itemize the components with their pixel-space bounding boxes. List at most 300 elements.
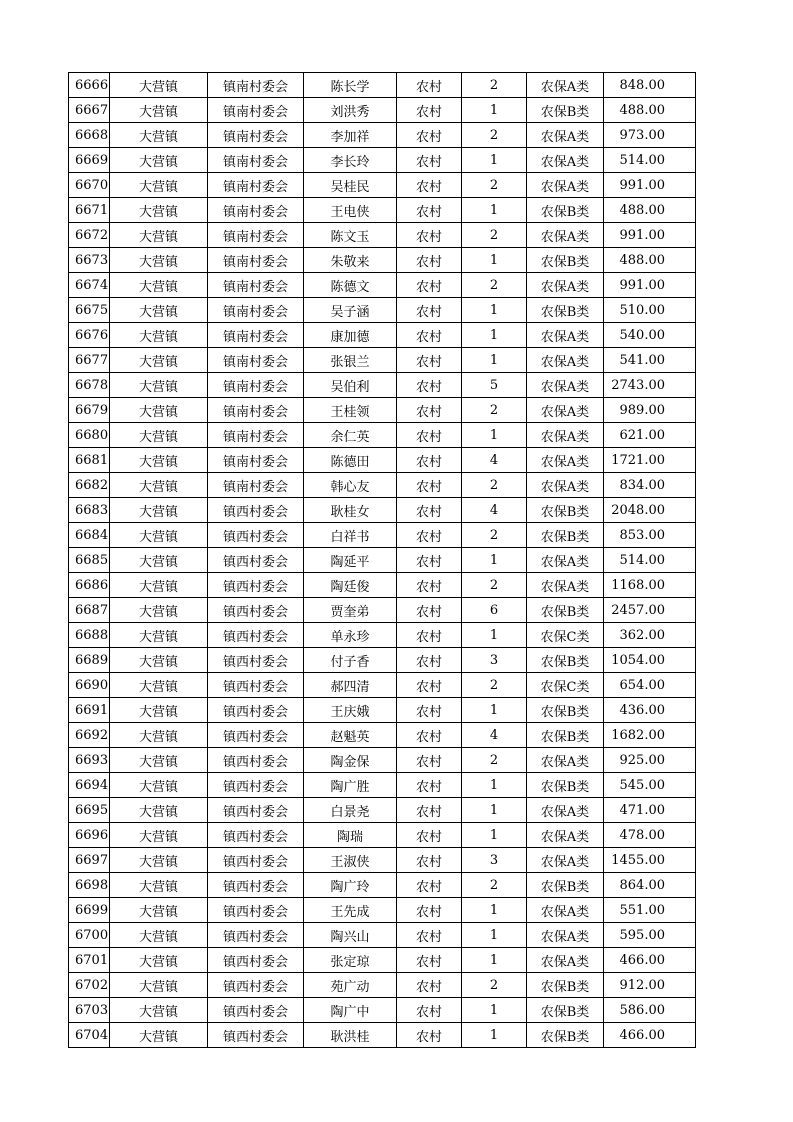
village-committee-cell: 镇西村委会 — [208, 773, 304, 798]
village-committee-cell: 镇西村委会 — [208, 973, 304, 998]
amount-cell: 1682.00 — [604, 723, 696, 748]
member-count-cell: 2 — [462, 973, 527, 998]
town-cell: 大营镇 — [110, 823, 208, 848]
name-cell: 陶延平 — [304, 548, 397, 573]
household-type-cell: 农村 — [397, 648, 462, 673]
village-committee-cell: 镇南村委会 — [208, 323, 304, 348]
household-type-cell: 农村 — [397, 373, 462, 398]
town-cell: 大营镇 — [110, 348, 208, 373]
member-count-cell: 1 — [462, 323, 527, 348]
member-count-cell: 1 — [462, 98, 527, 123]
name-cell: 李加祥 — [304, 123, 397, 148]
village-committee-cell: 镇南村委会 — [208, 248, 304, 273]
amount-cell: 436.00 — [604, 698, 696, 723]
member-count-cell: 1 — [462, 773, 527, 798]
town-cell: 大营镇 — [110, 523, 208, 548]
table-row — [69, 673, 696, 698]
record-id-cell: 6674 — [69, 273, 110, 298]
table-row — [69, 648, 696, 673]
village-committee-cell: 镇南村委会 — [208, 398, 304, 423]
town-cell: 大营镇 — [110, 73, 208, 98]
town-cell: 大营镇 — [110, 848, 208, 873]
household-type-cell: 农村 — [397, 573, 462, 598]
name-cell: 陈长学 — [304, 73, 397, 98]
table-row — [69, 598, 696, 623]
record-id-cell: 6673 — [69, 248, 110, 273]
household-type-cell: 农村 — [397, 998, 462, 1023]
member-count-cell: 2 — [462, 73, 527, 98]
member-count-cell: 2 — [462, 473, 527, 498]
member-count-cell: 2 — [462, 523, 527, 548]
village-committee-cell: 镇南村委会 — [208, 73, 304, 98]
name-cell: 吴伯利 — [304, 373, 397, 398]
member-count-cell: 1 — [462, 998, 527, 1023]
table-row — [69, 998, 696, 1023]
insurance-category-cell: 农保B类 — [527, 873, 604, 898]
record-id-cell: 6686 — [69, 573, 110, 598]
amount-cell: 2457.00 — [604, 598, 696, 623]
town-cell: 大营镇 — [110, 773, 208, 798]
name-cell: 郝四清 — [304, 673, 397, 698]
name-cell: 陶兴山 — [304, 923, 397, 948]
amount-cell: 848.00 — [604, 73, 696, 98]
member-count-cell: 1 — [462, 548, 527, 573]
table-row — [69, 548, 696, 573]
table-row — [69, 223, 696, 248]
amount-cell: 1455.00 — [604, 848, 696, 873]
town-cell: 大营镇 — [110, 198, 208, 223]
table-row — [69, 173, 696, 198]
member-count-cell: 4 — [462, 498, 527, 523]
amount-cell: 991.00 — [604, 223, 696, 248]
village-committee-cell: 镇南村委会 — [208, 298, 304, 323]
household-type-cell: 农村 — [397, 598, 462, 623]
amount-cell: 912.00 — [604, 973, 696, 998]
village-committee-cell: 镇西村委会 — [208, 523, 304, 548]
town-cell: 大营镇 — [110, 748, 208, 773]
name-cell: 陶廷俊 — [304, 573, 397, 598]
amount-cell: 1054.00 — [604, 648, 696, 673]
name-cell: 陶金保 — [304, 748, 397, 773]
insurance-category-cell: 农保A类 — [527, 948, 604, 973]
village-committee-cell: 镇南村委会 — [208, 473, 304, 498]
name-cell: 王电侠 — [304, 198, 397, 223]
table-row — [69, 98, 696, 123]
table-row — [69, 148, 696, 173]
insurance-category-cell: 农保C类 — [527, 623, 604, 648]
amount-cell: 471.00 — [604, 798, 696, 823]
village-committee-cell: 镇西村委会 — [208, 723, 304, 748]
insurance-category-cell: 农保B类 — [527, 723, 604, 748]
record-id-cell: 6666 — [69, 73, 110, 98]
record-id-cell: 6681 — [69, 448, 110, 473]
member-count-cell: 2 — [462, 173, 527, 198]
table-body — [69, 73, 696, 1048]
member-count-cell: 2 — [462, 573, 527, 598]
name-cell: 单永珍 — [304, 623, 397, 648]
record-id-cell: 6693 — [69, 748, 110, 773]
name-cell: 张银兰 — [304, 348, 397, 373]
amount-cell: 514.00 — [604, 548, 696, 573]
table-row — [69, 698, 696, 723]
household-type-cell: 农村 — [397, 98, 462, 123]
household-type-cell: 农村 — [397, 498, 462, 523]
member-count-cell: 2 — [462, 673, 527, 698]
village-committee-cell: 镇西村委会 — [208, 873, 304, 898]
amount-cell: 989.00 — [604, 398, 696, 423]
insurance-category-cell: 农保A类 — [527, 173, 604, 198]
table-row — [69, 798, 696, 823]
household-type-cell: 农村 — [397, 473, 462, 498]
amount-cell: 973.00 — [604, 123, 696, 148]
insurance-category-cell: 农保B类 — [527, 1023, 604, 1048]
name-cell: 王庆娥 — [304, 698, 397, 723]
insurance-category-cell: 农保A类 — [527, 148, 604, 173]
insurance-category-cell: 农保B类 — [527, 648, 604, 673]
table-row — [69, 923, 696, 948]
amount-cell: 466.00 — [604, 1023, 696, 1048]
name-cell: 王先成 — [304, 898, 397, 923]
member-count-cell: 1 — [462, 248, 527, 273]
household-type-cell: 农村 — [397, 673, 462, 698]
name-cell: 陶广胜 — [304, 773, 397, 798]
record-id-cell: 6692 — [69, 723, 110, 748]
household-type-cell: 农村 — [397, 248, 462, 273]
town-cell: 大营镇 — [110, 873, 208, 898]
village-committee-cell: 镇西村委会 — [208, 948, 304, 973]
member-count-cell: 1 — [462, 423, 527, 448]
record-id-cell: 6683 — [69, 498, 110, 523]
member-count-cell: 2 — [462, 748, 527, 773]
name-cell: 付子香 — [304, 648, 397, 673]
table-row — [69, 623, 696, 648]
table-row — [69, 248, 696, 273]
village-committee-cell: 镇西村委会 — [208, 673, 304, 698]
household-type-cell: 农村 — [397, 948, 462, 973]
record-id-cell: 6671 — [69, 198, 110, 223]
household-type-cell: 农村 — [397, 398, 462, 423]
village-committee-cell: 镇西村委会 — [208, 848, 304, 873]
table-row — [69, 823, 696, 848]
village-committee-cell: 镇西村委会 — [208, 698, 304, 723]
name-cell: 苑广动 — [304, 973, 397, 998]
table-row — [69, 273, 696, 298]
town-cell: 大营镇 — [110, 573, 208, 598]
member-count-cell: 2 — [462, 123, 527, 148]
table-row — [69, 448, 696, 473]
amount-cell: 545.00 — [604, 773, 696, 798]
record-id-cell: 6680 — [69, 423, 110, 448]
town-cell: 大营镇 — [110, 473, 208, 498]
name-cell: 朱敬来 — [304, 248, 397, 273]
insurance-category-cell: 农保A类 — [527, 823, 604, 848]
record-id-cell: 6684 — [69, 523, 110, 548]
household-type-cell: 农村 — [397, 198, 462, 223]
household-type-cell: 农村 — [397, 1023, 462, 1048]
insurance-category-cell: 农保B类 — [527, 973, 604, 998]
household-type-cell: 农村 — [397, 623, 462, 648]
household-type-cell: 农村 — [397, 148, 462, 173]
town-cell: 大营镇 — [110, 148, 208, 173]
insurance-category-cell: 农保A类 — [527, 898, 604, 923]
name-cell: 陶广玲 — [304, 873, 397, 898]
record-id-cell: 6691 — [69, 698, 110, 723]
household-type-cell: 农村 — [397, 823, 462, 848]
household-type-cell: 农村 — [397, 973, 462, 998]
amount-cell: 991.00 — [604, 173, 696, 198]
insurance-category-cell: 农保B类 — [527, 298, 604, 323]
record-id-cell: 6667 — [69, 98, 110, 123]
household-type-cell: 农村 — [397, 123, 462, 148]
record-id-cell: 6682 — [69, 473, 110, 498]
household-type-cell: 农村 — [397, 798, 462, 823]
town-cell: 大营镇 — [110, 698, 208, 723]
insurance-category-cell: 农保C类 — [527, 673, 604, 698]
insurance-category-cell: 农保A类 — [527, 273, 604, 298]
name-cell: 陶瑞 — [304, 823, 397, 848]
village-committee-cell: 镇西村委会 — [208, 823, 304, 848]
record-id-cell: 6676 — [69, 323, 110, 348]
town-cell: 大营镇 — [110, 973, 208, 998]
household-type-cell: 农村 — [397, 323, 462, 348]
amount-cell: 586.00 — [604, 998, 696, 1023]
name-cell: 康加德 — [304, 323, 397, 348]
village-committee-cell: 镇西村委会 — [208, 1023, 304, 1048]
table-row — [69, 373, 696, 398]
table-row — [69, 948, 696, 973]
amount-cell: 991.00 — [604, 273, 696, 298]
town-cell: 大营镇 — [110, 673, 208, 698]
member-count-cell: 2 — [462, 873, 527, 898]
household-type-cell: 农村 — [397, 898, 462, 923]
town-cell: 大营镇 — [110, 123, 208, 148]
amount-cell: 488.00 — [604, 248, 696, 273]
insurance-category-cell: 农保B类 — [527, 523, 604, 548]
member-count-cell: 3 — [462, 648, 527, 673]
town-cell: 大营镇 — [110, 298, 208, 323]
village-committee-cell: 镇南村委会 — [208, 148, 304, 173]
insurance-category-cell: 农保A类 — [527, 448, 604, 473]
record-id-cell: 6688 — [69, 623, 110, 648]
village-committee-cell: 镇西村委会 — [208, 923, 304, 948]
record-id-cell: 6689 — [69, 648, 110, 673]
town-cell: 大营镇 — [110, 323, 208, 348]
name-cell: 王桂领 — [304, 398, 397, 423]
name-cell: 耿洪桂 — [304, 1023, 397, 1048]
table-row — [69, 748, 696, 773]
household-type-cell: 农村 — [397, 848, 462, 873]
member-count-cell: 3 — [462, 848, 527, 873]
record-id-cell: 6675 — [69, 298, 110, 323]
amount-cell: 925.00 — [604, 748, 696, 773]
town-cell: 大营镇 — [110, 98, 208, 123]
village-committee-cell: 镇南村委会 — [208, 373, 304, 398]
record-id-cell: 6672 — [69, 223, 110, 248]
village-committee-cell: 镇西村委会 — [208, 598, 304, 623]
record-id-cell: 6695 — [69, 798, 110, 823]
name-cell: 张定琼 — [304, 948, 397, 973]
name-cell: 陈文玉 — [304, 223, 397, 248]
table-row — [69, 973, 696, 998]
household-type-cell: 农村 — [397, 298, 462, 323]
amount-cell: 834.00 — [604, 473, 696, 498]
insurance-category-cell: 农保A类 — [527, 748, 604, 773]
table-row — [69, 498, 696, 523]
town-cell: 大营镇 — [110, 648, 208, 673]
household-type-cell: 农村 — [397, 548, 462, 573]
member-count-cell: 1 — [462, 923, 527, 948]
amount-cell: 1168.00 — [604, 573, 696, 598]
record-id-cell: 6668 — [69, 123, 110, 148]
town-cell: 大营镇 — [110, 598, 208, 623]
member-count-cell: 2 — [462, 223, 527, 248]
amount-cell: 510.00 — [604, 298, 696, 323]
name-cell: 吴子涵 — [304, 298, 397, 323]
table-row — [69, 848, 696, 873]
village-committee-cell: 镇西村委会 — [208, 498, 304, 523]
village-committee-cell: 镇南村委会 — [208, 98, 304, 123]
household-type-cell: 农村 — [397, 73, 462, 98]
name-cell: 陈德田 — [304, 448, 397, 473]
table-row — [69, 123, 696, 148]
village-committee-cell: 镇西村委会 — [208, 648, 304, 673]
village-committee-cell: 镇南村委会 — [208, 423, 304, 448]
amount-cell: 2048.00 — [604, 498, 696, 523]
table-row — [69, 1023, 696, 1048]
village-committee-cell: 镇西村委会 — [208, 573, 304, 598]
amount-cell: 362.00 — [604, 623, 696, 648]
insurance-category-cell: 农保A类 — [527, 548, 604, 573]
household-type-cell: 农村 — [397, 173, 462, 198]
member-count-cell: 1 — [462, 698, 527, 723]
member-count-cell: 4 — [462, 723, 527, 748]
name-cell: 刘洪秀 — [304, 98, 397, 123]
amount-cell: 514.00 — [604, 148, 696, 173]
insurance-category-cell: 农保B类 — [527, 773, 604, 798]
household-type-cell: 农村 — [397, 348, 462, 373]
amount-cell: 864.00 — [604, 873, 696, 898]
record-id-cell: 6696 — [69, 823, 110, 848]
table-row — [69, 898, 696, 923]
record-id-cell: 6687 — [69, 598, 110, 623]
record-id-cell: 6694 — [69, 773, 110, 798]
town-cell: 大营镇 — [110, 498, 208, 523]
record-id-cell: 6678 — [69, 373, 110, 398]
record-id-cell: 6701 — [69, 948, 110, 973]
village-committee-cell: 镇西村委会 — [208, 548, 304, 573]
member-count-cell: 1 — [462, 148, 527, 173]
name-cell: 白祥书 — [304, 523, 397, 548]
member-count-cell: 1 — [462, 198, 527, 223]
town-cell: 大营镇 — [110, 373, 208, 398]
amount-cell: 540.00 — [604, 323, 696, 348]
town-cell: 大营镇 — [110, 898, 208, 923]
member-count-cell: 2 — [462, 273, 527, 298]
household-type-cell: 农村 — [397, 448, 462, 473]
household-type-cell: 农村 — [397, 748, 462, 773]
town-cell: 大营镇 — [110, 223, 208, 248]
insurance-category-cell: 农保A类 — [527, 423, 604, 448]
name-cell: 贾奎弟 — [304, 598, 397, 623]
record-id-cell: 6685 — [69, 548, 110, 573]
village-committee-cell: 镇南村委会 — [208, 223, 304, 248]
household-type-cell: 农村 — [397, 423, 462, 448]
amount-cell: 853.00 — [604, 523, 696, 548]
insurance-category-cell: 农保A类 — [527, 323, 604, 348]
village-committee-cell: 镇南村委会 — [208, 348, 304, 373]
town-cell: 大营镇 — [110, 423, 208, 448]
table-row — [69, 773, 696, 798]
village-committee-cell: 镇西村委会 — [208, 998, 304, 1023]
town-cell: 大营镇 — [110, 723, 208, 748]
insurance-category-cell: 农保A类 — [527, 373, 604, 398]
table-row — [69, 473, 696, 498]
table-row — [69, 198, 696, 223]
record-id-cell: 6669 — [69, 148, 110, 173]
amount-cell: 488.00 — [604, 198, 696, 223]
record-id-cell: 6690 — [69, 673, 110, 698]
village-committee-cell: 镇南村委会 — [208, 173, 304, 198]
amount-cell: 654.00 — [604, 673, 696, 698]
town-cell: 大营镇 — [110, 1023, 208, 1048]
town-cell: 大营镇 — [110, 173, 208, 198]
amount-cell: 595.00 — [604, 923, 696, 948]
insurance-category-cell: 农保B类 — [527, 998, 604, 1023]
record-id-cell: 6704 — [69, 1023, 110, 1048]
insurance-category-cell: 农保A类 — [527, 398, 604, 423]
member-count-cell: 2 — [462, 398, 527, 423]
household-type-cell: 农村 — [397, 698, 462, 723]
record-id-cell: 6698 — [69, 873, 110, 898]
town-cell: 大营镇 — [110, 548, 208, 573]
name-cell: 耿桂女 — [304, 498, 397, 523]
village-committee-cell: 镇南村委会 — [208, 448, 304, 473]
table-row — [69, 73, 696, 98]
table-row — [69, 723, 696, 748]
record-id-cell: 6703 — [69, 998, 110, 1023]
town-cell: 大营镇 — [110, 398, 208, 423]
record-id-cell: 6677 — [69, 348, 110, 373]
name-cell: 白景尧 — [304, 798, 397, 823]
name-cell: 吴桂民 — [304, 173, 397, 198]
household-type-cell: 农村 — [397, 723, 462, 748]
town-cell: 大营镇 — [110, 448, 208, 473]
amount-cell: 478.00 — [604, 823, 696, 848]
town-cell: 大营镇 — [110, 948, 208, 973]
household-type-cell: 农村 — [397, 873, 462, 898]
town-cell: 大营镇 — [110, 923, 208, 948]
amount-cell: 551.00 — [604, 898, 696, 923]
insurance-category-cell: 农保B类 — [527, 598, 604, 623]
amount-cell: 466.00 — [604, 948, 696, 973]
name-cell: 余仁英 — [304, 423, 397, 448]
town-cell: 大营镇 — [110, 998, 208, 1023]
name-cell: 李长玲 — [304, 148, 397, 173]
insurance-category-cell: 农保A类 — [527, 223, 604, 248]
household-type-cell: 农村 — [397, 523, 462, 548]
table-row — [69, 423, 696, 448]
village-committee-cell: 镇西村委会 — [208, 898, 304, 923]
data-table — [68, 72, 696, 1048]
insurance-category-cell: 农保B类 — [527, 198, 604, 223]
insurance-category-cell: 农保A类 — [527, 348, 604, 373]
town-cell: 大营镇 — [110, 273, 208, 298]
town-cell: 大营镇 — [110, 248, 208, 273]
insurance-category-cell: 农保B类 — [527, 98, 604, 123]
insurance-category-cell: 农保B类 — [527, 698, 604, 723]
member-count-cell: 1 — [462, 298, 527, 323]
household-type-cell: 农村 — [397, 273, 462, 298]
